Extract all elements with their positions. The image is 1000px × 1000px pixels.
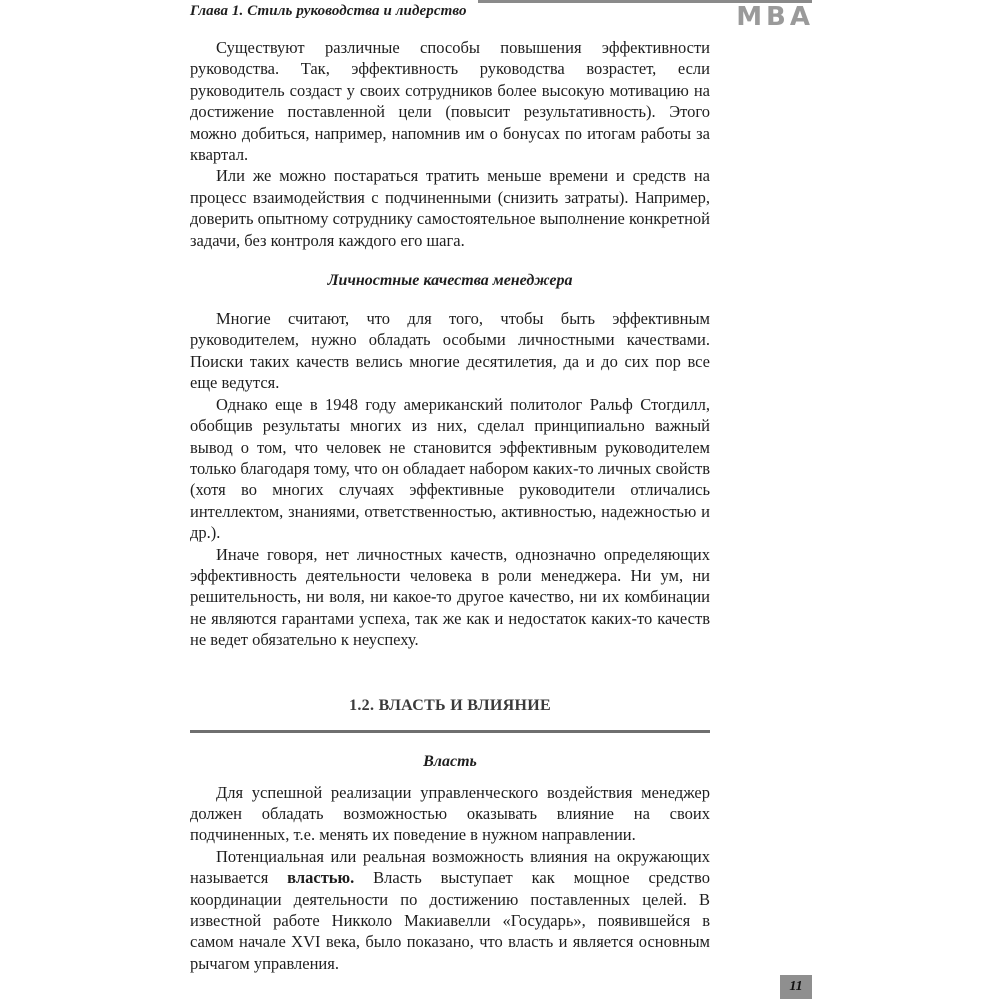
section-title: 1.2. ВЛАСТЬ И ВЛИЯНИЕ xyxy=(349,696,551,714)
term-power: властью. xyxy=(287,868,355,888)
paragraph-7 xyxy=(190,846,710,974)
paragraph-2: Или же можно постараться тратить меньше времени и средств на процесс взаимодействия с подчиненными (снизить затраты). Например, доверить опытному сотруднику самостоятельное выполнение конкретной задачи, без контроля каждого его шага. xyxy=(190,166,710,250)
paragraph-4: Однако еще в 1948 году американский политолог Ральф Стогдилл, обобщив результаты многих из них, сделал принципиально важный вывод о том, что человек не становится эффективным руководителем только благодаря тому, что он обладает набором каких-то личных свойств (хотя во многих случаях эффективные руководители отличались интеллектом, знаниями, ответственностью, активностью, надежностью и др.). xyxy=(190,394,710,543)
subheading-power: Власть xyxy=(423,752,477,770)
paragraph-5: Иначе говоря, нет личностных качеств, однозначно определяющих эффективность деятельности человека в роли менеджера. Ни ум, ни решительность, ни воля, ни какое-то другое качество, ни их комбинации не являются гарантами успеха, так же как и недостаток каких-то качеств не ведет обязательно к неуспеху. xyxy=(190,544,710,650)
paragraph-6: Для успешной реализации управленческого воздействия менеджер должен обладать возможностью оказывать влияние на своих подчиненных, т.е. менять их поведение в нужном направлении. xyxy=(190,782,710,845)
page-body xyxy=(190,37,710,974)
section-rule xyxy=(190,730,710,733)
paragraph-3: Многие считают, что для того, чтобы быть эффективным руководителем, нужно обладать особыми личностными качествами. Поиски таких качеств велись многие десятилетия, да и до сих пор все еще ведутся. xyxy=(190,309,710,393)
mba-logo: МВА xyxy=(736,2,814,32)
paragraph-1: Существуют различные способы повышения эффективности руководства. Так, эффективность руководства возрастет, если руководитель создаст у своих сотрудников более высокую мотивацию на достижение поставленной цели (повысит результативность). Этого можно добиться, например, напомнив им о бонусах по итогам работы за квартал. xyxy=(190,38,710,165)
page-number: 11 xyxy=(780,975,812,999)
paragraph-7-end: Власть выступает как мощное средство координации деятельности по достижению поставленных целей. В известной работе Никколо Макиавелли «Государь», появившейся в самом начале XVI века, было показано, что власть и является основным рычагом управления. xyxy=(190,868,710,973)
paragraph-7-start: Потенциальная или реальная возможность влияния на окружающих называется xyxy=(190,846,710,888)
subheading-personal-qualities: Личностные качества менеджера xyxy=(327,272,573,290)
running-header: Глава 1. Стиль руководства и лидерство xyxy=(190,3,467,19)
